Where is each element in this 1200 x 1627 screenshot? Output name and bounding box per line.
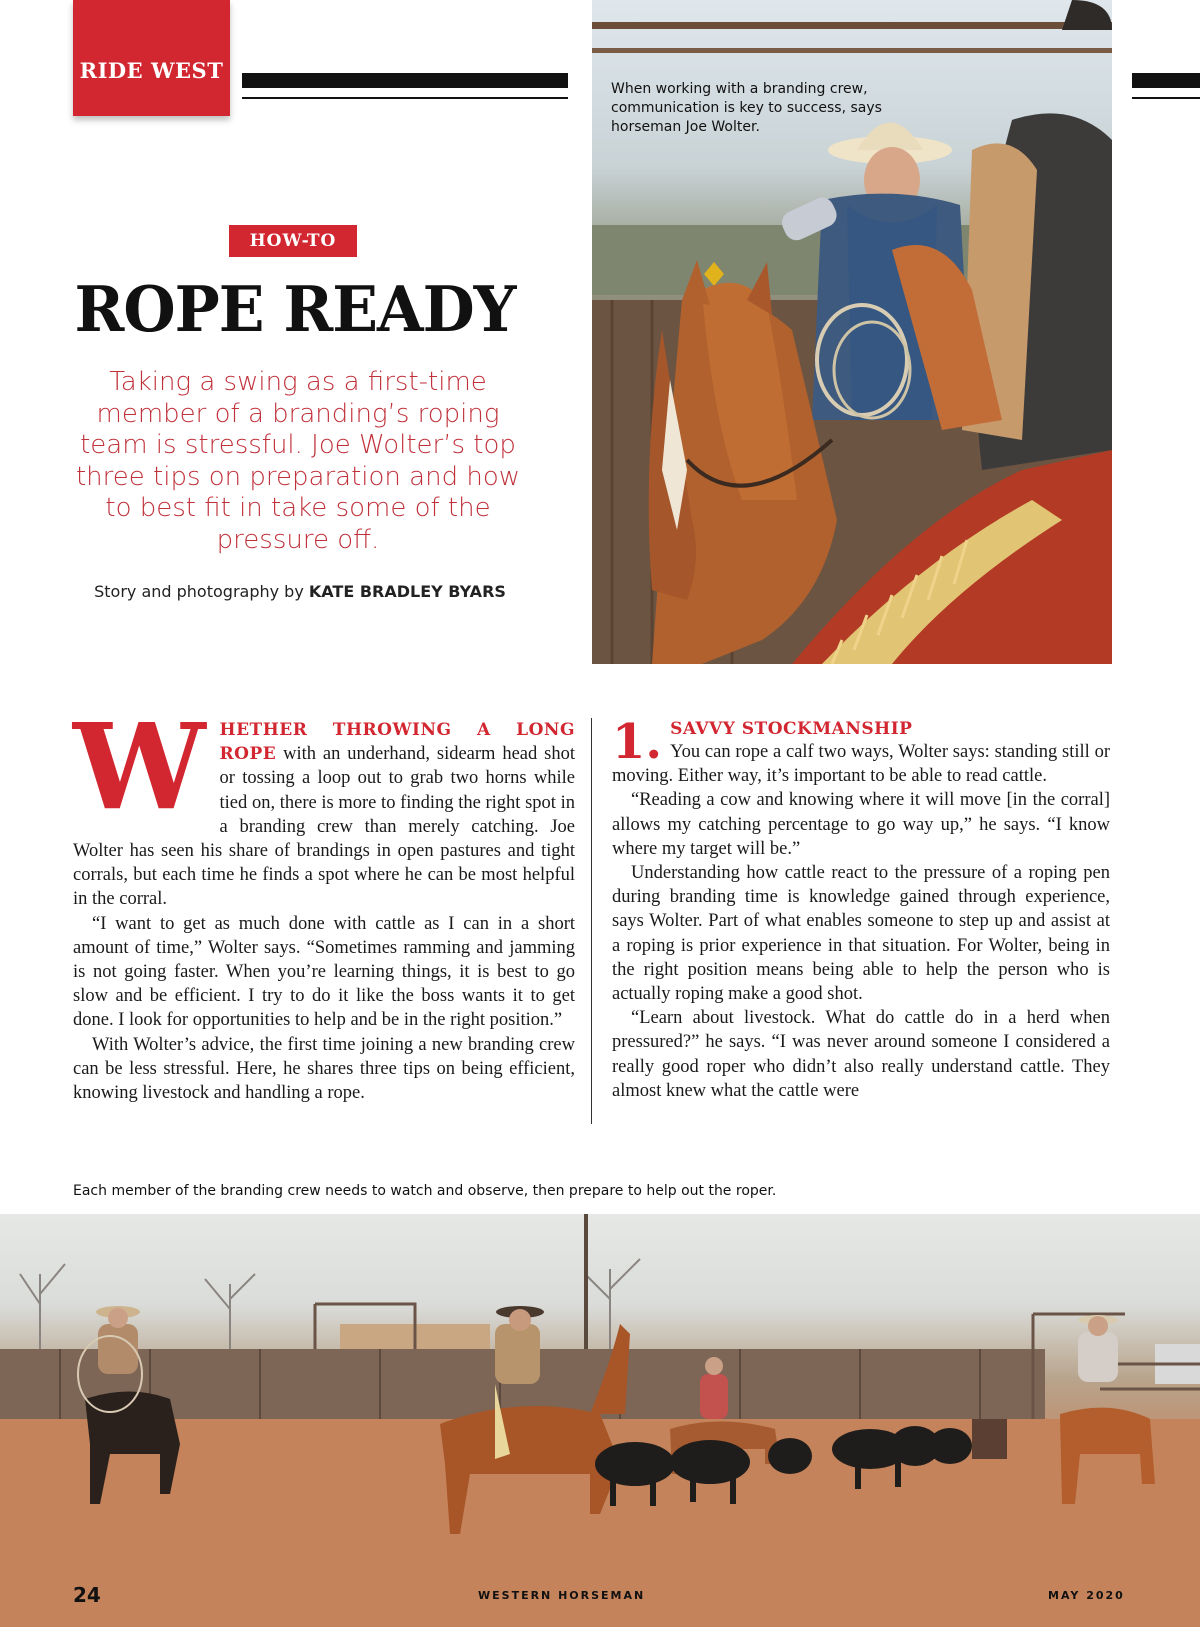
header-thin-rule-left [242, 97, 568, 99]
intro-paragraph-1-text: with an underhand, sidearm head shot or tossing a loop out to grab two horns while tied on, there is more to finding the right spot in a branding crew than merely catching. Joe Wolter has seen his share of brandings in open pastures and tight corrals, but each time he finds a spot where he can be most helpful in the corral. [73, 744, 576, 910]
issue-date: MAY 2020 [1048, 1589, 1125, 1602]
section-tag [73, 0, 230, 116]
body-column-left [73, 697, 576, 1105]
article-dek: Taking a swing as a first-time member of a branding’s roping team is stressful. Joe Wolter’s top three tips on preparation and how to best fit in take some of the pressure off. [75, 367, 520, 555]
drop-cap: W [73, 697, 206, 836]
tip1-paragraph-4: “Learn about livestock. What do cattle do in a herd when pressured?” he says. “I was never around someone I considered a really good roper who didn’t also really understand cattle. They almost knew what the cattle were [612, 1008, 1110, 1101]
byline [70, 582, 530, 601]
bottom-photo-caption: Each member of the branding crew needs to watch and observe, then prepare to help out the roper. [73, 1183, 777, 1199]
column-divider [591, 718, 592, 1124]
page-number: 24 [73, 1583, 101, 1607]
intro-paragraph-3: With Wolter’s advice, the first time joining a new branding crew can be less stressful. Here, he shares three tips on being efficient, knowing livestock and handling a rope. [73, 1034, 575, 1104]
header-rule-right [1132, 73, 1200, 88]
tip1-paragraph-2: “Reading a cow and knowing where it will move [in the corral] allows my catching percentage to go way up,” he says. “I know where my target will be.” [612, 790, 1110, 859]
tip-number: 1. [612, 714, 663, 770]
header-rule-left [242, 73, 568, 88]
byline-author: KATE BRADLEY BYARS [308, 582, 506, 601]
magazine-name: WESTERN HORSEMAN [478, 1589, 646, 1602]
bottom-photo-illustration [0, 1214, 1200, 1627]
kicker-label: HOW-TO [229, 225, 357, 257]
tip1-paragraph-3: Understanding how cattle react to the pressure of a roping pen during branding time is knowledge gained through experience, says Wolter. Part of what enables someone to step up and assist at a roping is prior experience in that situation. For Wolter, being in the right position means being able to help the person who is actually roping make a good shot. [612, 863, 1110, 1005]
tip1-paragraph-1-text: You can rope a calf two ways, Wolter says: standing still or moving. Either way, it’s important to be able to read cattle. [612, 742, 1110, 787]
bottom-photo [0, 1214, 1200, 1627]
tip-heading: SAVVY STOCKMANSHIP [670, 719, 913, 739]
body-column-right [612, 714, 1110, 1103]
top-photo-caption: When working with a branding crew, communication is key to success, says horseman Joe Wolter. [611, 81, 882, 135]
header-thin-rule-right [1132, 97, 1200, 99]
intro-paragraph-2: “I want to get as much done with cattle as I can in a short amount of time,” Wolter says. “Sometimes ramming and jamming is not going faster. When you’re learning things, it is best to go slow and be efficient. I try to do it like the boss wants it to get done. I look for opportunities to help and be in the right position.” [73, 913, 575, 1031]
lead-in-caps: HETHER THROWING A LONG ROPE [219, 720, 575, 765]
article-title: ROPE READY [74, 273, 516, 347]
byline-prefix: Story and photography by [94, 582, 304, 601]
intro-paragraph-1 [73, 697, 576, 912]
tip1-paragraph-1 [612, 714, 1110, 788]
section-label: RIDE WEST [79, 58, 224, 83]
